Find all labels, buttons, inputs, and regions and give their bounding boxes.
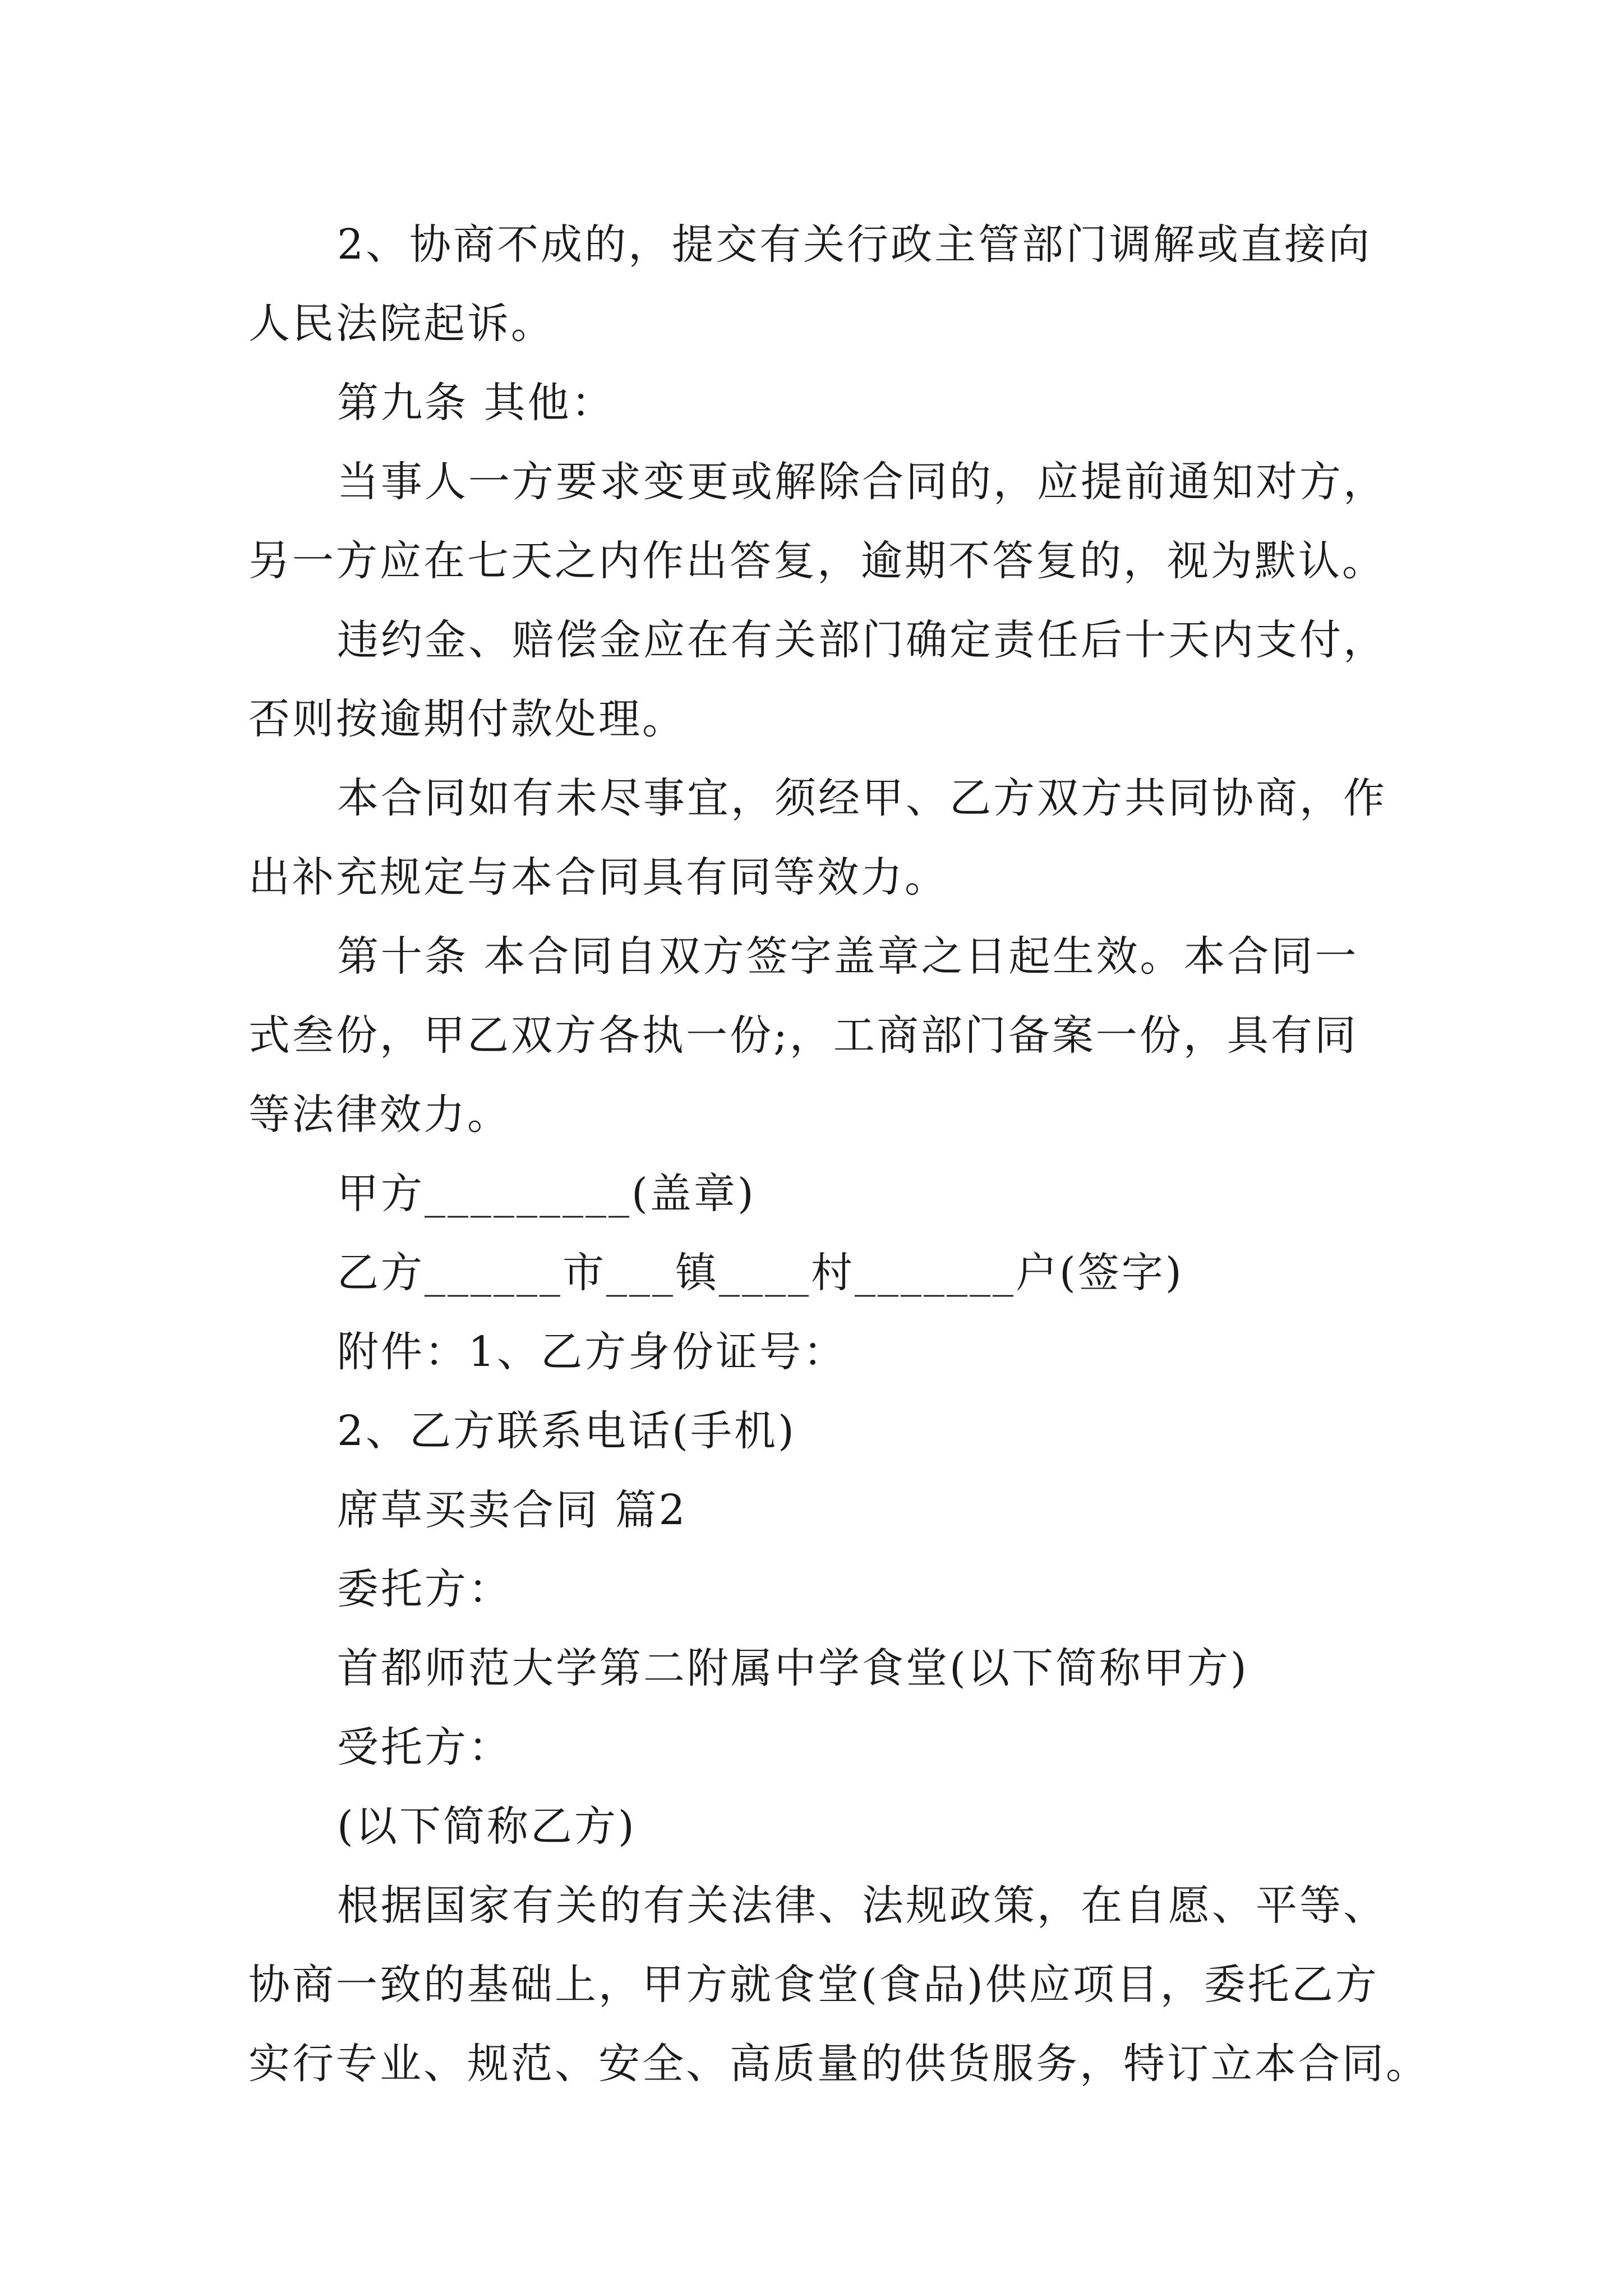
text-line: 委托方： — [337, 1565, 512, 1613]
text-line: 协商一致的基础上，甲方就食堂(食品)供应项目，委托乙方 — [248, 1961, 1379, 2009]
text-line: 等法律效力。 — [248, 1091, 511, 1139]
text-line: 实行专业、规范、安全、高质量的供货服务，特订立本合同。 — [248, 2040, 1430, 2088]
document-title: 席草买卖合同 篇2 — [337, 1486, 688, 1534]
text-line: 另一方应在七天之内作出答复，逾期不答复的，视为默认。 — [248, 537, 1386, 585]
attachment-line: 附件：1、乙方身份证号： — [337, 1328, 847, 1376]
text-line: 本合同如有未尽事宜，须经甲、乙方双方共同协商，作 — [337, 774, 1387, 822]
text-line: 2、协商不成的，提交有关行政主管部门调解或直接向 — [337, 220, 1372, 269]
text-line: 首都师范大学第二附属中学食堂(以下简称甲方) — [337, 1644, 1249, 1692]
signature-line-party-b: 乙方______市___镇____村_______户(签字) — [337, 1249, 1184, 1297]
section-heading: 第九条 其他： — [337, 379, 615, 427]
text-line: 违约金、赔偿金应在有关部门确定责任后十天内支付， — [337, 616, 1387, 664]
section-heading: 第十条 本合同自双方签字盖章之日起生效。本合同一 — [337, 932, 1359, 981]
signature-line-party-a: 甲方_________(盖章) — [337, 1170, 756, 1218]
text-line: 式叁份，甲乙双方各执一份;，工商部门备案一份，具有同 — [248, 1011, 1358, 1060]
text-line: 人民法院起诉。 — [248, 300, 555, 348]
text-line: (以下简称乙方) — [337, 1802, 637, 1851]
text-line: 否则按逾期付款处理。 — [248, 695, 686, 743]
text-line: 当事人一方要求变更或解除合同的，应提前通知对方， — [337, 458, 1387, 506]
text-line: 根据国家有关的有关法律、法规政策，在自愿、平等、 — [337, 1881, 1387, 1930]
text-line: 出补充规定与本合同具有同等效力。 — [248, 853, 948, 901]
attachment-line: 2、乙方联系电话(手机) — [337, 1407, 796, 1455]
text-line: 受托方： — [337, 1723, 512, 1772]
